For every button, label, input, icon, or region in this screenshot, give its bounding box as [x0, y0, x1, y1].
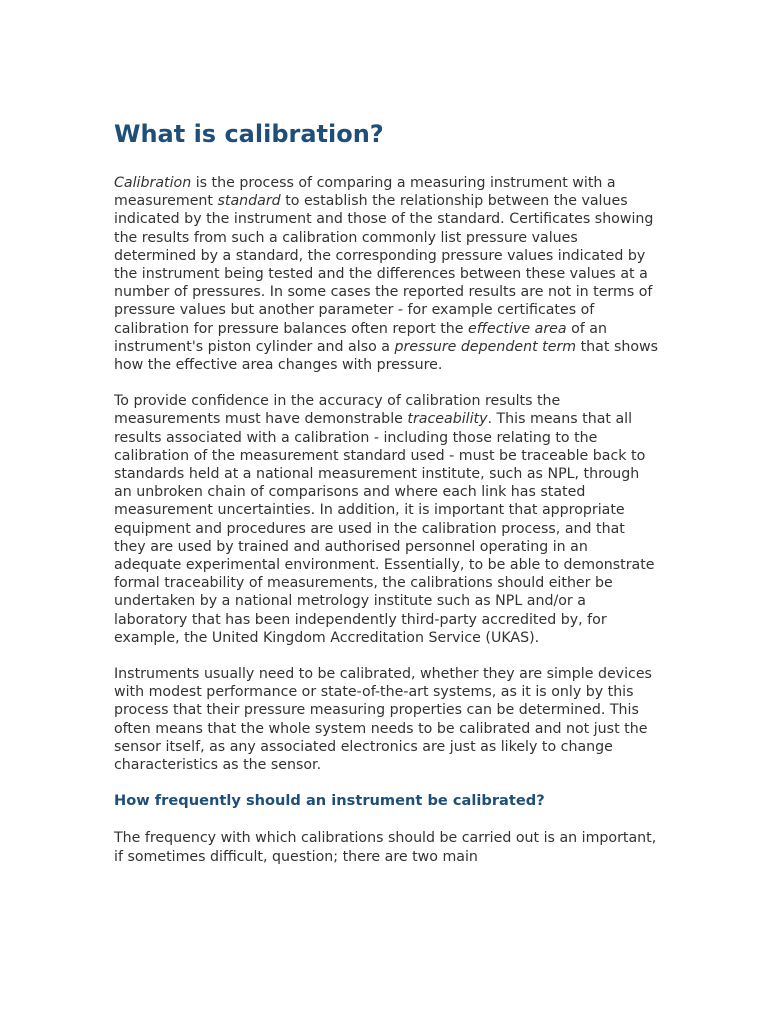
page-title: What is calibration? — [114, 120, 384, 148]
italic-term: effective area — [468, 320, 567, 337]
text-run: that shows how the effective area changes with pressure. — [114, 338, 658, 374]
text-run: . This means that all results associated with a calibration - including those relating to the calibration of the measurement standard used - must be traceable back to standards held at a national measurement institute, such as NPL, through an unbroken chain of comparisons and where each link has stated measurement uncertainties. In addition, it is important that appropriate equipment and procedures are used in the calibration process, and that they are used by trained and authorised personnel operating in an adequate experimental environment. Essentially, to be able to demonstrate formal traceability of measurements, the calibrations should either be undertaken by a national metrology institute such as NPL and/or a laboratory that has been independently third-party accredited by, for example, the United Kingdom Accreditation Service (UKAS). — [114, 411, 655, 646]
document-page — [114, 118, 659, 884]
italic-term: pressure dependent term — [394, 338, 577, 355]
italic-term: standard — [217, 193, 281, 210]
text-run: to establish the relationship between the values indicated by the instrument and those of the standard. Certificates showing the results from such a calibration commonly list pressure values determined by a standard, the corresponding pressure values indicated by the instrument being tested and the differences between these values at a number of pressures. In some cases the reported results are not in terms of pressure values but another parameter - for example certificates of calibration for pressure balances often report the — [114, 193, 654, 337]
text-run: of an instrument's piston cylinder and also a — [114, 320, 607, 355]
text-run: is the process of comparing a measuring instrument with a measurement — [114, 175, 616, 210]
text-run: To provide confidence in the accuracy of calibration results the measurements must have demonstrable — [114, 393, 561, 428]
paragraph-frequency: The frequency with which calibrations should be carried out is an important, if sometimes difficult, question; there are two main — [114, 830, 657, 865]
section-heading-frequency: How frequently should an instrument be calibrated? — [114, 792, 545, 810]
italic-term: Calibration — [114, 175, 192, 191]
paragraph-instruments: Instruments usually need to be calibrated, whether they are simple devices with modest performance or state-of-the-art systems, as it is only by this process that their pressure measuring properties can be determined. This often means that the whole system needs to be calibrated and not just the sensor itself, as any associated electronics are just as likely to change characteristics as the sensor. — [114, 666, 652, 774]
italic-term: traceability — [407, 411, 488, 428]
paragraph-definition — [114, 174, 659, 374]
paragraph-traceability — [114, 392, 659, 647]
